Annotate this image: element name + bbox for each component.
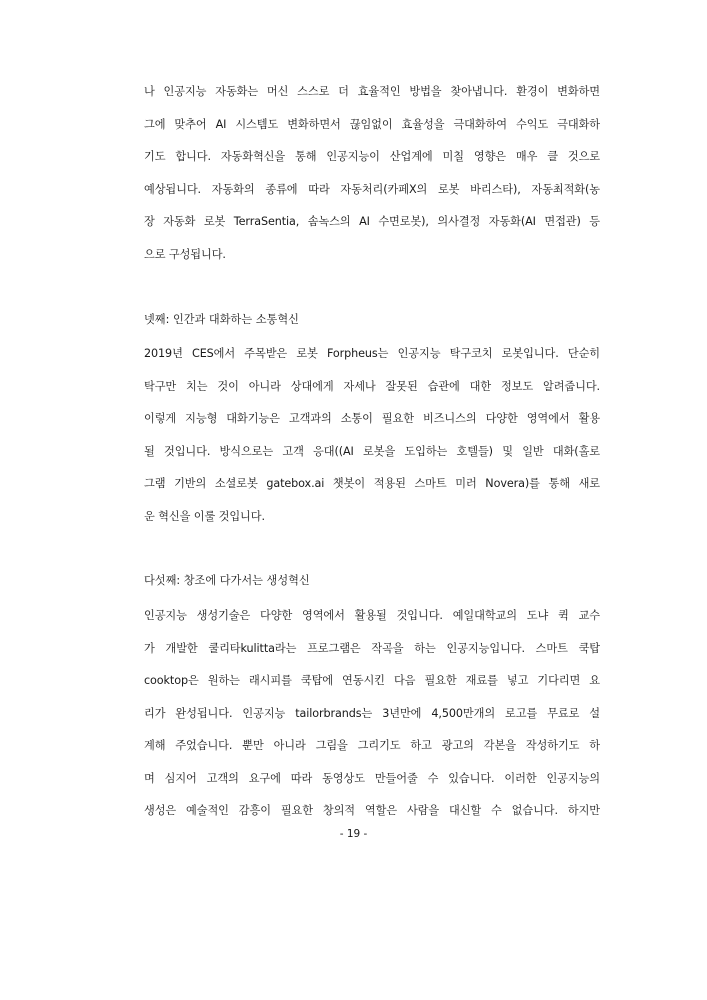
paragraph-communication <box>144 338 600 533</box>
text-line: 기도 합니다. 자동화혁신을 통해 인공지능이 산업계에 미칠 영향은 매우 클 것으로 <box>144 150 600 163</box>
text-line: 나 인공지능 자동화는 머신 스스로 더 효율적인 방법을 찾아냅니다. 환경이 변화하면 <box>144 85 600 98</box>
text-line: 장 자동화 로봇 TerraSentia, 솜녹스의 AI 수면로봇), 의사결정 자동화(AI 면접관) 등 <box>144 215 600 228</box>
text-line: 운 혁신을 이룰 것입니다. <box>144 509 265 523</box>
text-line: 그에 맞추어 AI 시스템도 변화하면서 끊임없이 효율성을 극대화하여 수익도 극대화하 <box>144 117 600 131</box>
paragraph-generation <box>144 600 600 828</box>
text-line: 리가 완성됩니다. 인공지능 tailorbrands는 3년만에 4,500만개의 로고를 무료로 설 <box>144 706 600 720</box>
page-number: - 19 - <box>339 828 368 840</box>
text-line: 으로 구성됩니다. <box>144 247 226 261</box>
text-line: 인공지능 생성기술은 다양한 영역에서 활용될 것입니다. 예일대학교의 도냐 퀵 교수 <box>144 609 600 622</box>
text-line: 그램 기반의 소셜로봇 gatebox.ai 챗봇이 적용된 스마트 미러 Novera)를 통해 새로 <box>144 477 600 490</box>
text-line: 생성은 예술적인 감흥이 필요한 창의적 역할은 사람을 대신할 수 없습니다. 하지만 <box>144 804 600 817</box>
text-line: 탁구만 치는 것이 아니라 상대에게 자세나 잘못된 습관에 대한 정보도 알려줍니다. <box>144 379 600 393</box>
text-line: 될 것입니다. 방식으로는 고객 응대((AI 로봇을 도입하는 호텔들) 및 일반 대화(홀로 <box>144 444 600 458</box>
section-heading-generation: 다섯째: 창조에 다가서는 생성혁신 <box>144 574 310 587</box>
section-heading-communication: 넷째: 인간과 대화하는 소통혁신 <box>144 313 299 326</box>
text-line: 며 심지어 고객의 요구에 따라 동영상도 만들어줄 수 있습니다. 이러한 인공지능의 <box>144 771 600 785</box>
text-line: 2019년 CES에서 주목받은 로봇 Forpheus는 인공지능 탁구코치 로봇입니다. 단순히 <box>144 347 600 360</box>
text-line: 이렇게 지능형 대화기능은 고객과의 소통이 필요한 비즈니스의 다양한 영역에서 활용 <box>144 412 600 425</box>
text-line: 가 개발한 쿨리타kulitta라는 프로그램은 작곡을 하는 인공지능입니다. 스마트 쿡탑 <box>144 641 600 655</box>
paragraph-automation <box>144 76 600 271</box>
text-line: 예상됩니다. 자동화의 종류에 따라 자동처리(카페X의 로봇 바리스타), 자동최적화(농 <box>144 182 600 196</box>
text-line: cooktop은 원하는 래시피를 쿡탑에 연동시킨 다음 필요한 재료를 넣고 기다리면 요 <box>144 674 600 687</box>
text-line: 계해 주었습니다. 뿐만 아니라 그림을 그리기도 하고 광고의 각본을 작성하기도 하 <box>144 739 600 752</box>
